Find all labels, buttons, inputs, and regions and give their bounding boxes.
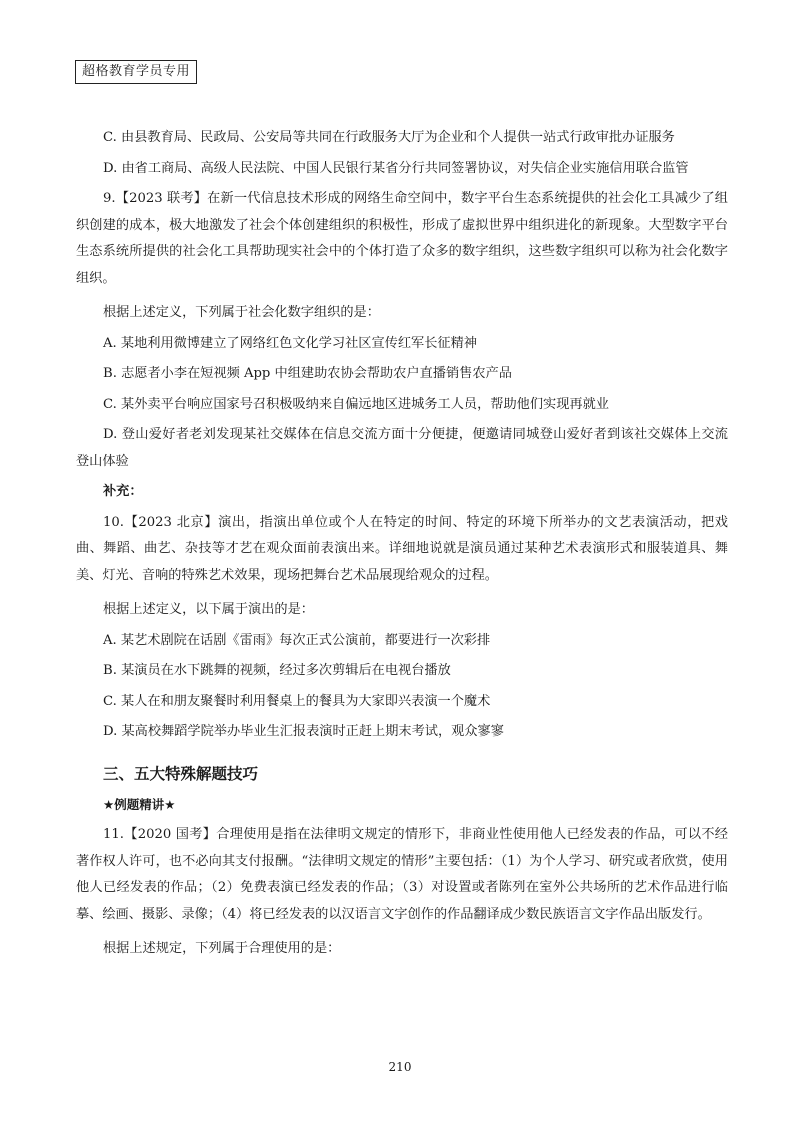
page-content xyxy=(76,125,728,963)
q11-prompt: 根据上述规定，下列属于合理使用的是： xyxy=(103,941,341,956)
q10-source: 【2023 北京】 xyxy=(123,514,219,530)
q11-stem xyxy=(76,822,728,928)
q10-option-d: D. 某高校舞蹈学院举办毕业生汇报表演时正赶上期末考试，观众寥寥 xyxy=(103,724,504,739)
header-label: 超格教育学员专用 xyxy=(75,60,197,84)
q9-source: 【2023 联考】 xyxy=(115,191,208,206)
q11-number: 11. xyxy=(103,827,124,842)
section-title: 三、五大特殊解题技巧 xyxy=(103,764,259,783)
q8-option-d: D. 由省工商局、高级人民法院、中国人民银行某省分行共同签署协议，对失信企业实施信用联合监管 xyxy=(103,160,689,176)
q9-option-b: B. 志愿者小李在短视频 App 中组建助农协会帮助农户直播销售农产品 xyxy=(103,366,512,381)
q10-number: 10. xyxy=(103,514,124,530)
q9-stem xyxy=(76,186,728,292)
supplement-label: 补充： xyxy=(103,484,143,499)
q10-option-a: A. 某艺术剧院在话剧《雷雨》每次正式公演前，都要进行一次彩排 xyxy=(103,632,491,648)
q9-option-d: D. 登山爱好者老刘发现某社交媒体在信息交流方面十分便捷，便邀请同城登山爱好者到该社交媒体上交流登山体验 xyxy=(76,427,728,469)
q9-prompt: 根据上述定义，下列属于社会化数字组织的是： xyxy=(103,305,380,320)
q10-stem xyxy=(76,510,728,590)
q9-option-c: C. 某外卖平台响应国家号召积极吸纳来自偏远地区进城务工人员，帮助他们实现再就业 xyxy=(103,396,609,412)
q11-source: 【2020 国考】 xyxy=(123,827,217,842)
q9-stem-text: 在新一代信息技术形成的网络生命空间中，数字平台生态系统提供的社会化工具减少了组织创建的成本，极大地激发了社会个体创建组织的积极性，形成了虚拟世界中组织进化的新现象。大型数字平台生态系统所提供的社会化工具帮助现实社会中的个体打造了众多的数字组织，这些数字组织可以称为社会化数字组织。 xyxy=(76,191,728,286)
q10-option-b: B. 某演员在水下跳舞的视频，经过多次剪辑后在电视台播放 xyxy=(103,663,451,678)
example-label: ★例题精讲★ xyxy=(103,796,176,812)
q9-option-a: A. 某地利用微博建立了网络红色文化学习社区宣传红军长征精神 xyxy=(103,335,477,351)
q11-stem-text: 合理使用是指在法律明文规定的情形下，非商业性使用他人已经发表的作品，可以不经著作权人许可，也不必向其支付报酬。“法律明文规定的情形”主要包括：（1）为个人学习、研究或者欣赏，使用他人已经发表的作品；（2）免费表演已经发表的作品；（3）对设置或者陈列在室外公共场所的艺术作品进行临摹、绘画、摄影、录像；（4）将已经发表的以汉语言文字创作的作品翻译成少数民族语言文字作品出版发行。 xyxy=(76,827,728,922)
q10-stem-text: 演出，指演出单位或个人在特定的时间、特定的环境下所举办的文艺表演活动，把戏曲、舞蹈、曲艺、杂技等才艺在观众面前表演出来。详细地说就是演员通过某种艺术表演形式和服装道具、舞美、灯光、音响的特殊艺术效果，现场把舞台艺术品展现给观众的过程。 xyxy=(76,514,728,583)
q10-option-c: C. 某人在和朋友聚餐时利用餐桌上的餐具为大家即兴表演一个魔术 xyxy=(103,693,491,709)
page-number: 210 xyxy=(388,1060,412,1074)
q10-prompt: 根据上述定义，以下属于演出的是： xyxy=(103,602,314,617)
q8-option-c: C. 由县教育局、民政局、公安局等共同在行政服务大厅为企业和个人提供一站式行政审批办证服务 xyxy=(103,130,675,145)
q9-number: 9. xyxy=(103,191,116,206)
